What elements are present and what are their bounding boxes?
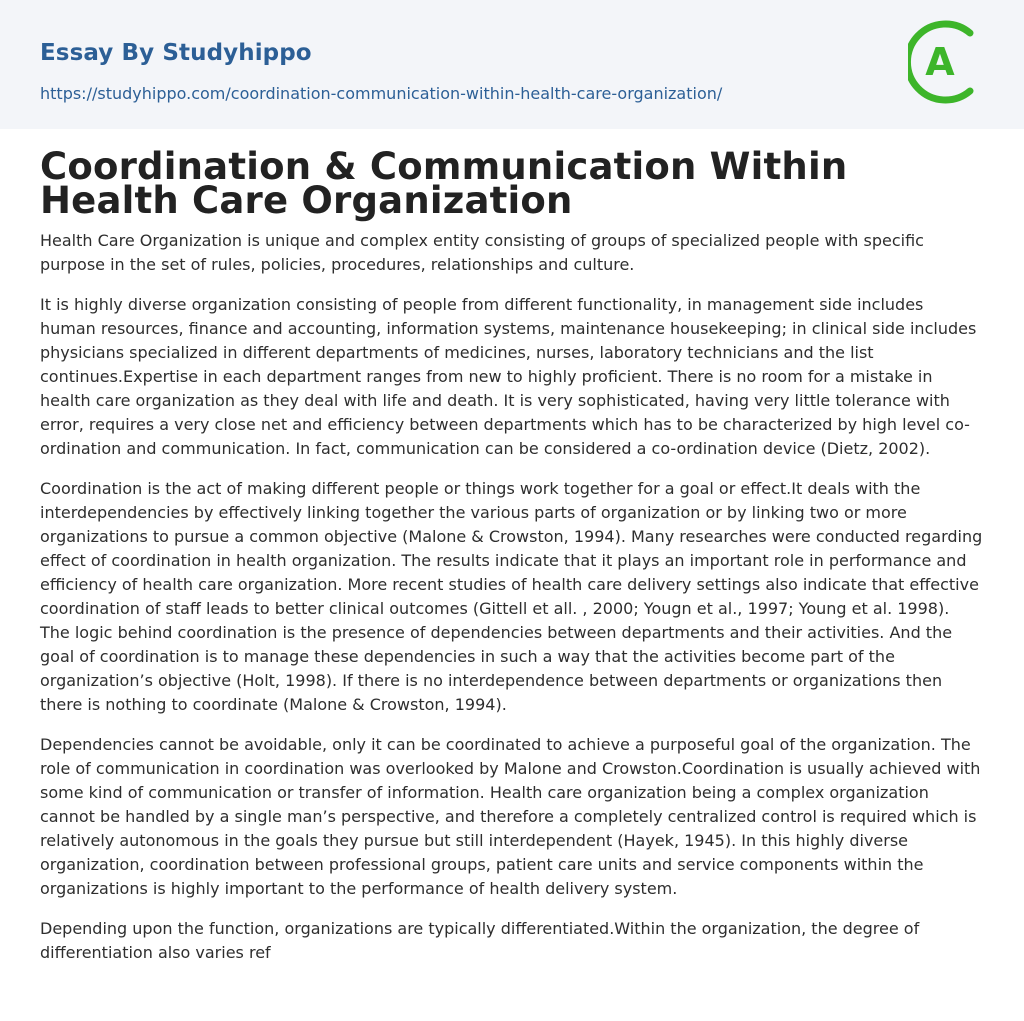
paragraph-5: Depending upon the function, organizations are typically differentiated.Within the organization, the degree of differentiation also varies ref <box>40 919 920 962</box>
article <box>0 129 1024 965</box>
brand-title[interactable]: Essay By Studyhippo <box>40 40 312 66</box>
paragraph-4: Dependencies cannot be avoidable, only it can be coordinated to achieve a purposeful goal of the organization. The role of communication in coordination was overlooked by Malone and Crowston.Coordination is usually achieved with some kind of communication or transfer of information. Health care organization being a complex organization cannot be handled by a single man’s perspective, and therefore a completely centralized control is required which is relatively autonomous in the goals they pursue but still interdependent (Hayek, 1945). In this highly diverse organization, coordination between professional groups, patient care units and service components within the organizations is highly important to the performance of health delivery system. <box>40 735 981 898</box>
paragraph-3: Coordination is the act of making different people or things work together for a goal or effect.It deals with the interdependencies by effectively linking together the various parts of organization or by linking two or more organizations to pursue a common objective (Malone & Crowston, 1994). Many researches were conducted regarding effect of coordination in health organization. The results indicate that it plays an important role in performance and efficiency of health care organization. More recent studies of health care delivery settings also indicate that effective coordination of staff leads to better clinical outcomes (Gittell et all. , 2000; Yougn et al., 1997; Young et al. 1998). The logic behind coordination is the presence of dependencies between departments and their activities. And the goal of coordination is to manage these dependencies in such a way that the activities become part of the organization’s objective (Holt, 1998). If there is no interdependence between departments or organizations then there is nothing to coordinate (Malone & Crowston, 1994). <box>40 479 983 714</box>
article-title: Coordination & Communication Within Health Care Organization <box>40 145 848 222</box>
studyhippo-logo-icon[interactable] <box>908 17 988 107</box>
svg-text:A: A <box>925 40 955 84</box>
paragraph-1: Health Care Organization is unique and complex entity consisting of groups of specialized people with specific purpose in the set of rules, policies, procedures, relationships and culture. <box>40 231 924 274</box>
page-url-link[interactable]: https://studyhippo.com/coordination-communication-within-health-care-organization/ <box>40 84 723 103</box>
site-header <box>0 0 1024 129</box>
paragraph-2: It is highly diverse organization consisting of people from different functionality, in management side includes human resources, finance and accounting, information systems, maintenance housekeeping; in clinical side includes physicians specialized in different departments of medicines, nurses, laboratory technicians and the list continues.Expertise in each department ranges from new to highly proficient. There is no room for a mistake in health care organization as they deal with life and death. It is very sophisticated, having very little tolerance with error, requires a very close net and efficiency between departments which has to be characterized by high level co-ordination and communication. In fact, communication can be considered a co-ordination device (Dietz, 2002). <box>40 295 977 458</box>
